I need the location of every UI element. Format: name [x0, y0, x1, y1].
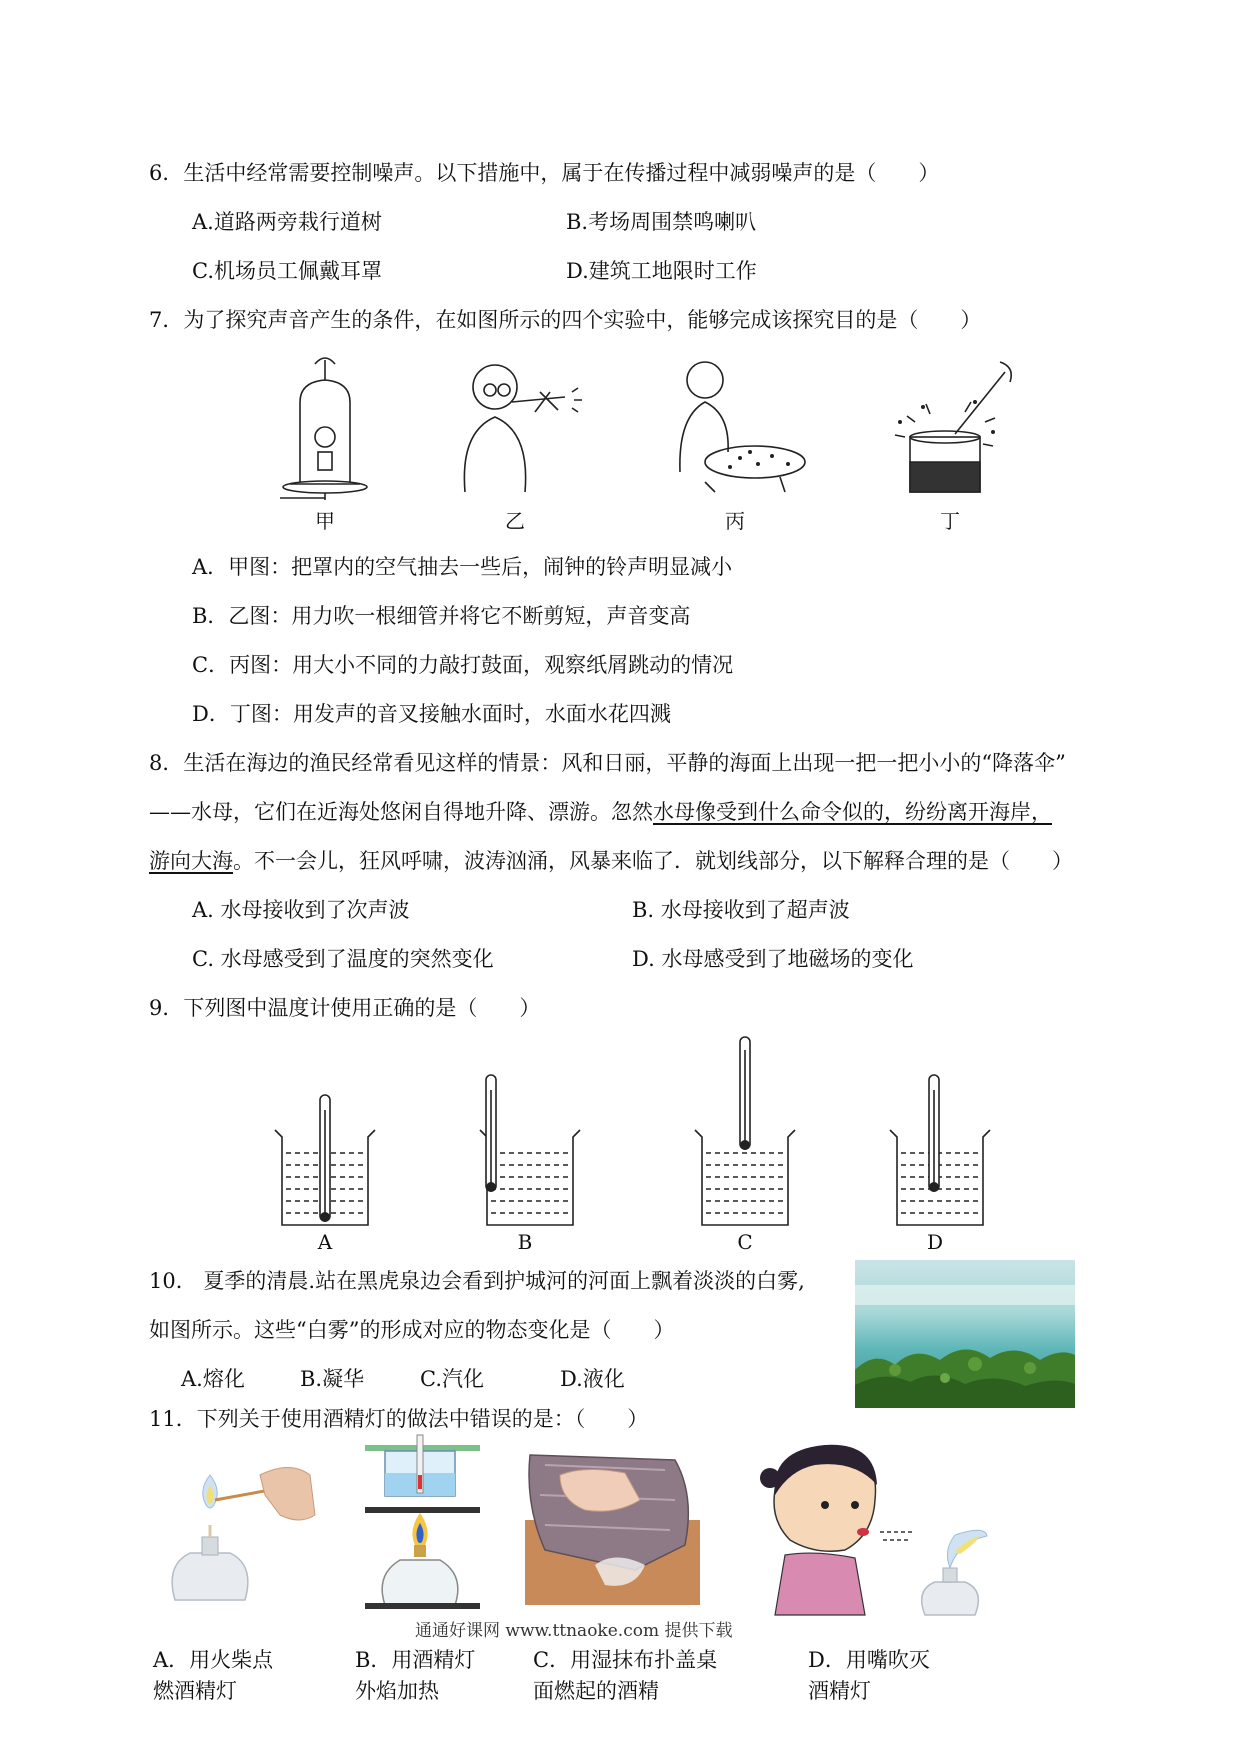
- q11-stem: 11．下列关于使用酒精灯的做法中错误的是：（ ）: [149, 1407, 649, 1431]
- q11-option-c-line2: 面燃起的酒精: [533, 1679, 659, 1703]
- q7-label-ding: 丁: [940, 509, 960, 533]
- q11-option-d-line1: D．用嘴吹灭: [808, 1648, 930, 1672]
- q7-option-a: A．甲图：把罩内的空气抽去一些后，闹钟的铃声明显减小: [192, 555, 733, 579]
- q8-line2-plain: ——水母，它们在近海处悠闲自得地升降、漂游。忽然: [149, 800, 653, 824]
- q8-line1: 8．生活在海边的渔民经常看见这样的情景：风和日丽，平静的海面上出现一把一把小小的“降落伞”: [149, 751, 1066, 775]
- q11-figure-b-outer-flame-heating: [360, 1435, 490, 1610]
- q9-label-c: C: [737, 1230, 753, 1254]
- q8-option-b: B. 水母接收到了超声波: [632, 898, 850, 922]
- q9-beaker-c: [690, 1035, 800, 1230]
- q10-line2: 如图所示。这些“白雾”的形成对应的物态变化是（ ）: [149, 1318, 675, 1342]
- q9-beaker-a: [270, 1085, 380, 1230]
- q8-option-d: D. 水母感受到了地磁场的变化: [632, 947, 914, 971]
- q7-stem: 7．为了探究声音产生的条件，在如图所示的四个实验中，能够完成该探究目的是（ ）: [149, 308, 982, 332]
- q11-option-a-line2: 燃酒精灯: [153, 1679, 237, 1703]
- q7-figure-yi: [440, 352, 590, 502]
- q8-line2: [149, 799, 1052, 825]
- q8-option-a: A. 水母接收到了次声波: [192, 898, 410, 922]
- q11-option-b-line1: B．用酒精灯: [355, 1648, 476, 1672]
- q6-option-d: D.建筑工地限时工作: [566, 259, 757, 283]
- q9-label-a: A: [317, 1230, 333, 1254]
- q7-option-c: C．丙图：用大小不同的力敲打鼓面，观察纸屑跳动的情况: [192, 653, 734, 677]
- q11-figure-d-blowing-out: [755, 1440, 990, 1615]
- q8-underlined-part2: 游向大海: [149, 849, 233, 873]
- q11-option-d-line2: 酒精灯: [808, 1679, 871, 1703]
- q10-line1: 10． 夏季的清晨.站在黑虎泉边会看到护城河的河面上飘着淡淡的白雾,: [149, 1269, 805, 1293]
- q9-label-d: D: [926, 1230, 944, 1254]
- q10-option-c: C.汽化: [420, 1367, 484, 1391]
- watermark: 通通好课网 www.ttnaoke.com 提供下载: [415, 1621, 733, 1641]
- q7-figure-jia: [270, 352, 380, 502]
- q10-option-b: B.凝华: [300, 1367, 365, 1391]
- q6-option-b: B.考场周围禁鸣喇叭: [566, 210, 757, 234]
- q8-option-c: C. 水母感受到了温度的突然变化: [192, 947, 494, 971]
- q11-figure-c-wet-cloth: [525, 1455, 700, 1605]
- q6-option-c: C.机场员工佩戴耳罩: [192, 259, 382, 283]
- q10-river-mist-photo: [855, 1260, 1075, 1408]
- q9-beaker-d: [885, 1070, 995, 1230]
- q9-beaker-b: [475, 1070, 585, 1230]
- q11-figure-a-match-lighting: [160, 1455, 320, 1605]
- q11-option-c-line1: C．用湿抹布扑盖桌: [533, 1648, 718, 1672]
- q6-stem: 6．生活中经常需要控制噪声。以下措施中，属于在传播过程中减弱噪声的是（ ）: [149, 161, 940, 185]
- q7-figure-bing: [660, 352, 810, 502]
- q8-line3: [149, 848, 1073, 874]
- q9-label-b: B: [517, 1230, 533, 1254]
- q7-figure-ding: [875, 352, 1025, 502]
- q9-stem: 9．下列图中温度计使用正确的是（ ）: [149, 996, 541, 1020]
- q7-label-bing: 丙: [725, 509, 745, 533]
- q10-option-d: D.液化: [560, 1367, 625, 1391]
- q8-underlined-part1: 水母像受到什么命令似的，纷纷离开海岸，: [653, 800, 1052, 824]
- q10-option-a: A.熔化: [181, 1367, 245, 1391]
- q8-line3-plain: 。不一会儿，狂风呼啸，波涛汹涌，风暴来临了．就划线部分，以下解释合理的是（ ）: [233, 849, 1073, 873]
- q7-option-d: D．丁图：用发声的音叉接触水面时，水面水花四溅: [192, 702, 671, 726]
- q6-option-a: A.道路两旁栽行道树: [192, 210, 382, 234]
- q7-label-yi: 乙: [505, 509, 525, 533]
- q7-label-jia: 甲: [315, 509, 335, 533]
- q11-option-b-line2: 外焰加热: [355, 1679, 439, 1703]
- q11-option-a-line1: A．用火柴点: [153, 1648, 274, 1672]
- q7-option-b: B．乙图：用力吹一根细管并将它不断剪短，声音变高: [192, 604, 691, 628]
